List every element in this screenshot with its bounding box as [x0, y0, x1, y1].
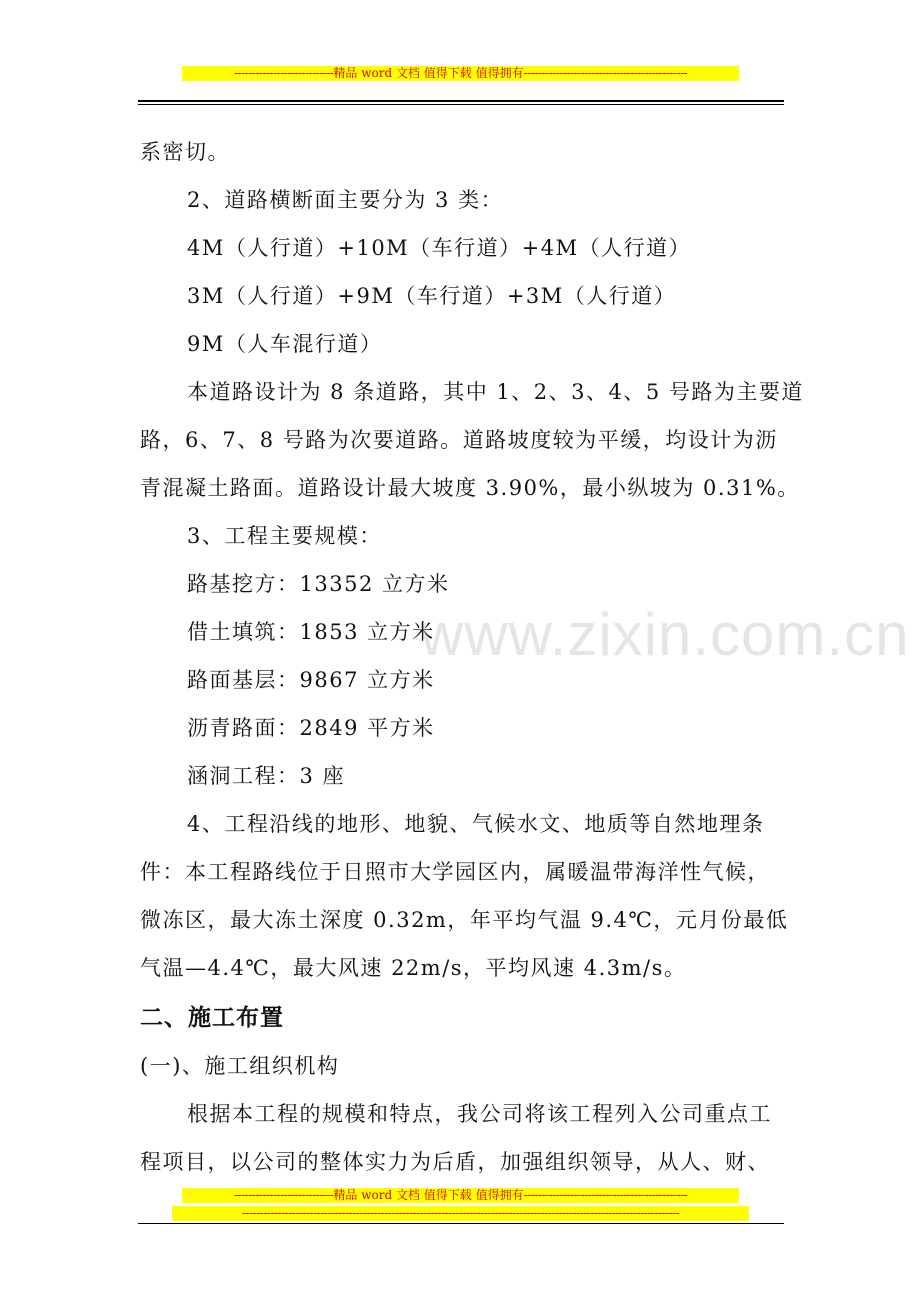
- footer-dash-right: ----------------------------------------------: [523, 1188, 688, 1202]
- header-dash-left: ----------------------------: [233, 66, 334, 80]
- header-rule-thin: [138, 104, 784, 105]
- paragraph-line: 沥青路面：2849 平方米: [187, 716, 435, 740]
- paragraph-line: 路基挖方：13352 立方米: [187, 572, 450, 596]
- footer-banner-text: 精品 word 文档 值得下载 值得拥有: [333, 1188, 524, 1202]
- paragraph-line: 微冻区，最大冻土深度 0.32m，年平均气温 9.4℃，元月份最低: [140, 908, 789, 932]
- paragraph-line: 9M（人车混行道）: [187, 332, 383, 356]
- paragraph-line: 路面基层：9867 立方米: [187, 668, 435, 692]
- paragraph-line: 本道路设计为 8 条道路，其中 1、2、3、4、5 号路为主要道: [187, 380, 804, 404]
- paragraph-line: 路，6、7、8 号路为次要道路。道路坡度较为平缓，均设计为沥: [140, 428, 778, 452]
- paragraph-line: 系密切。: [140, 140, 230, 164]
- footer-banner: [182, 1188, 739, 1203]
- header-rule-thick: [138, 100, 784, 102]
- header-banner-text: 精品 word 文档 值得下载 值得拥有: [333, 66, 524, 80]
- footer-rule: [138, 1223, 784, 1224]
- watermark: www.zixin.com.cn: [420, 601, 910, 668]
- paragraph-line: 2、道路横断面主要分为 3 类：: [187, 188, 504, 212]
- subsection-heading: (一)、施工组织机构: [140, 1054, 340, 1078]
- paragraph-line: 3M（人行道）+9M（车行道）+3M（人行道）: [187, 284, 677, 308]
- footer-dash-left: ----------------------------: [233, 1188, 334, 1202]
- footer-dash-banner: [172, 1206, 749, 1221]
- paragraph-line: 根据本工程的规模和特点，我公司将该工程列入公司重点工: [187, 1102, 772, 1126]
- header-banner: [182, 66, 739, 81]
- paragraph-line: 程项目，以公司的整体实力为后盾，加强组织领导，从人、财、: [140, 1150, 770, 1174]
- header-dash-right: ----------------------------------------------: [523, 66, 688, 80]
- footer-dash-line: ---------------------------------------------------------------------------------------------------------------------------: [241, 1206, 680, 1220]
- paragraph-line: 气温—4.4℃，最大风速 22m/s，平均风速 4.3m/s。: [140, 956, 687, 980]
- paragraph-line: 3、工程主要规模：: [187, 524, 382, 548]
- paragraph-line: 4、工程沿线的地形、地貌、气候水文、地质等自然地理条: [187, 812, 765, 836]
- section-heading: 二、施工布置: [140, 1005, 284, 1031]
- paragraph-line: 件：本工程路线位于日照市大学园区内，属暖温带海洋性气候，: [140, 860, 770, 884]
- paragraph-line: 涵洞工程：3 座: [187, 764, 346, 788]
- paragraph-line: 青混凝土路面。道路设计最大坡度 3.90%，最小纵坡为 0.31%。: [140, 476, 800, 500]
- paragraph-line: 4M（人行道）+10M（车行道）+4M（人行道）: [187, 236, 692, 260]
- paragraph-line: 借土填筑：1853 立方米: [187, 620, 435, 644]
